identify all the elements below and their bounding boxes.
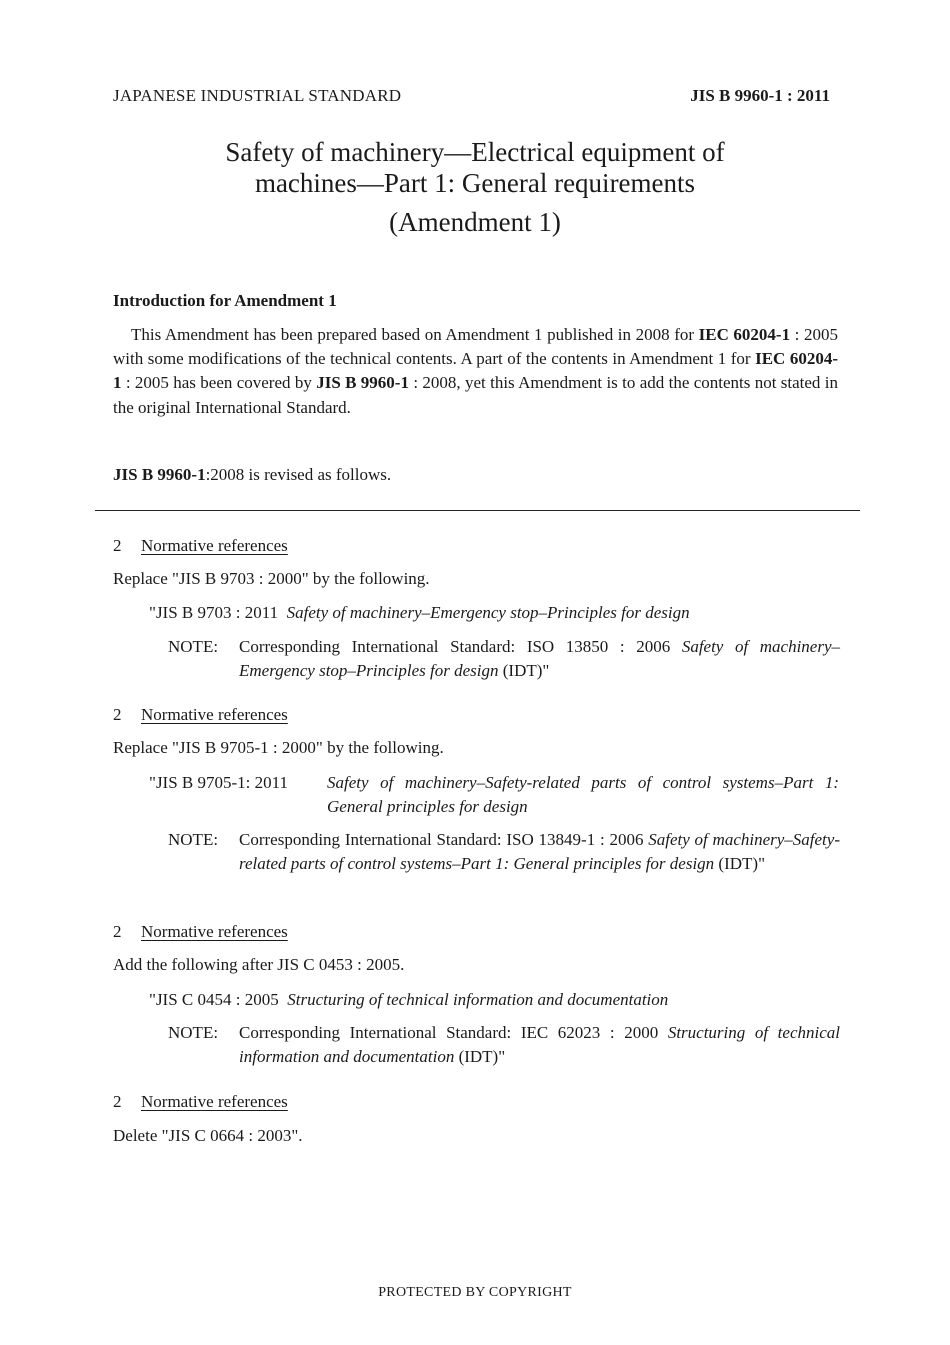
section-heading: 2 Normative references <box>113 1092 288 1111</box>
standard-category: JAPANESE INDUSTRIAL STANDARD <box>113 86 402 105</box>
ref-code: IEC 60204-1 <box>698 325 791 344</box>
ref-code: IEC 60204-1 <box>113 349 838 393</box>
section-instruction: Delete "JIS C 0664 : 2003". <box>113 1126 303 1145</box>
reference-note: NOTE: Corresponding International Standard: ISO 13849-1 : 2006 Safety of machinery–Safety-related parts of control systems–Part 1: General principles for design (IDT)" <box>168 830 840 873</box>
reference-note: NOTE: Corresponding International Standard: IEC 62023 : 2000 Structuring of technical information and documentation (IDT)" <box>168 1023 840 1066</box>
reference-note: NOTE: Corresponding International Standard: ISO 13850 : 2006 Safety of machinery–Emergency stop–Principles for design (IDT)" <box>168 637 841 680</box>
revision-statement: JIS B 9960-1:2008 is revised as follows. <box>113 465 392 484</box>
section-instruction: Replace "JIS B 9705-1 : 2000" by the following. <box>113 738 444 757</box>
ref-code: JIS B 9960-1 <box>316 373 409 393</box>
section-heading: 2 Normative references <box>113 536 288 555</box>
divider <box>95 510 860 511</box>
section-instruction: Replace "JIS B 9703 : 2000" by the following. <box>113 569 430 588</box>
section-instruction: Add the following after JIS C 0453 : 2005. <box>113 955 405 974</box>
intro-paragraph: This Amendment has been prepared based on Amendment 1 published in 2008 for IEC 60204-1 : 2005 with some modifications of the technical contents. A part of the contents in Amendment 1 for IEC 60204-1 : 2005 has been covered by JIS B 9960-1 : 2008, yet this Amendment is to add the contents not stated in the original International Standard. <box>113 325 838 417</box>
reference-entry: "JIS C 0454 : 2005 Structuring of technical information and documentation <box>149 990 669 1009</box>
copyright-footer: PROTECTED BY COPYRIGHT <box>378 1285 572 1300</box>
document-title-amendment: (Amendment 1) <box>389 207 561 237</box>
reference-entry: "JIS B 9703 : 2011 Safety of machinery–Emergency stop–Principles for design <box>149 603 690 622</box>
section-heading: 2 Normative references <box>113 922 288 941</box>
section-heading: 2 Normative references <box>113 705 288 724</box>
reference-entry: "JIS B 9705-1: 2011 Safety of machinery–Safety-related parts of control systems–Part 1: General principles for design <box>149 773 839 816</box>
document-title-line-2: machines—Part 1: General requirements <box>254 168 696 198</box>
standard-number: JIS B 9960-1 : 2011 <box>690 86 830 105</box>
document-title-line-1: Safety of machinery—Electrical equipment of <box>225 137 725 167</box>
intro-heading: Introduction for Amendment 1 <box>113 291 337 310</box>
